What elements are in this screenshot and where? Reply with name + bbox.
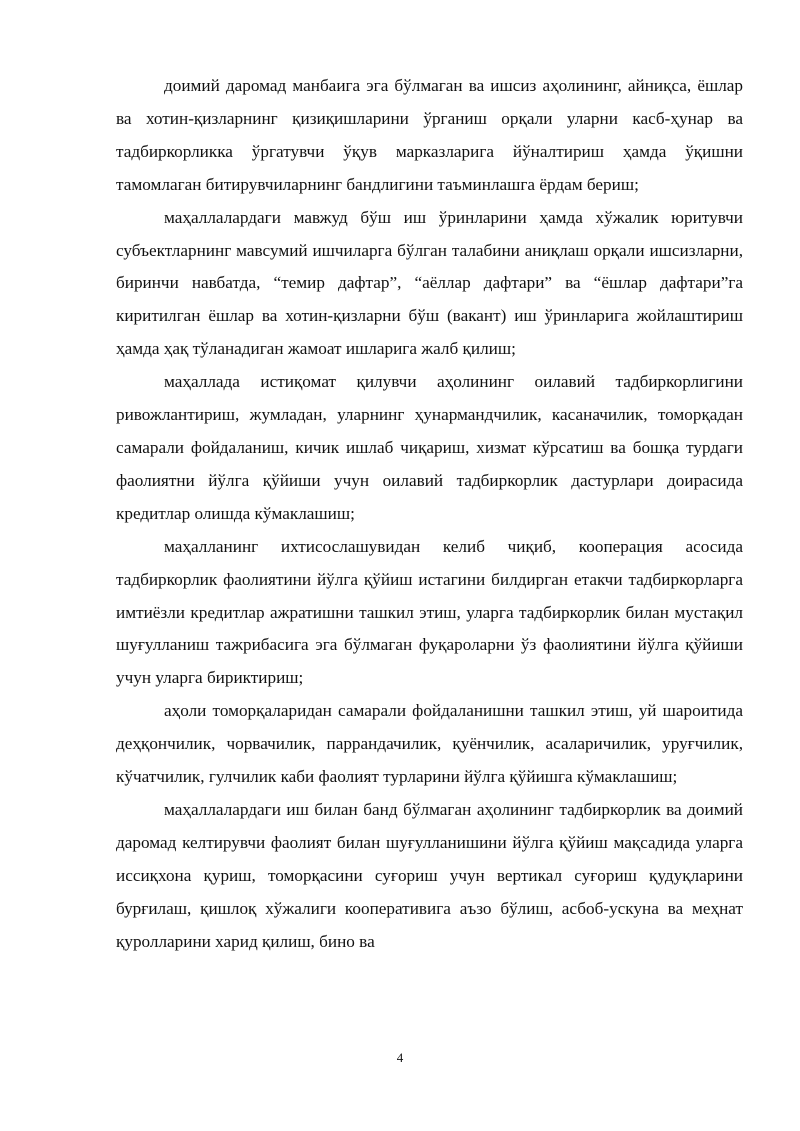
paragraph-1: доимий даромад манбаига эга бўлмаган ва ишсиз аҳолининг, айниқса, ёшлар ва хотин-қизларнинг қизиқишларини ўрганиш орқали уларни касб-ҳунар ва тадбиркорликка ўргатувчи ўқув марказларига йўналтириш ҳамда ўқишни тамомлаган битирувчиларнинг бандлигини таъминлашга ёрдам бериш; [116,76,743,194]
page-number: 4 [396,1050,404,1065]
document-page [116,70,743,958]
paragraph-5: аҳоли томорқаларидан самарали фойдаланишни ташкил этиш, уй шароитида деҳқончилик, чорвачилик, паррандачилик, қуёнчилик, асаларичилик, уруғчилик, кўчатчилик, гулчилик каби фаолият турларини йўлга қўйишга кўмаклашиш; [116,701,743,787]
paragraph-3: маҳаллада истиқомат қилувчи аҳолининг оилавий тадбиркорлигини ривожлантириш, жумладан, уларнинг ҳунармандчилик, касаначилик, томорқадан самарали фойдаланиш, кичик ишлаб чиқариш, хизмат кўрсатиш ва бошқа турдаги фаолиятни йўлга қўйиши учун оилавий тадбиркорлик дастурлари доирасида кредитлар олишда кўмаклашиш; [116,372,743,523]
paragraph-4: маҳалланинг ихтисослашувидан келиб чиқиб, кооперация асосида тадбиркорлик фаолиятини йўлга қўйиш истагини билдирган етакчи тадбиркорларга имтиёзли кредитлар ажратишни ташкил этиш, уларга тадбиркорлик билан мустақил шуғулланиш тажрибасига эга бўлмаган фуқароларни ўз фаолиятини йўлга қўйиши учун уларга бириктириш; [116,536,743,688]
paragraph-2: маҳаллалардаги мавжуд бўш иш ўринларини ҳамда хўжалик юритувчи субъектларнинг мавсумий ишчиларга бўлган талабини аниқлаш орқали ишсизларни, биринчи навбатда, “темир дафтар”, “аёллар дафтари” ва “ёшлар дафтари”га киритилган ёшлар ва хотин-қизларни бўш (вакант) иш ўринларига жойлаштириш ҳамда ҳақ тўланадиган жамоат ишларига жалб қилиш; [116,207,743,359]
paragraph-6: маҳаллалардаги иш билан банд бўлмаган аҳолининг тадбиркорлик ва доимий даромад келтирувчи фаолият билан шуғулланишини йўлга қўйиш мақсадида уларга иссиқхона қуриш, томорқасини суғориш учун вертикал суғориш қудуқларини бурғилаш, қишлоқ хўжалиги кооперативига аъзо бўлиш, асбоб-ускуна ва меҳнат қуролларини харид қилиш, бино ва [116,799,743,951]
